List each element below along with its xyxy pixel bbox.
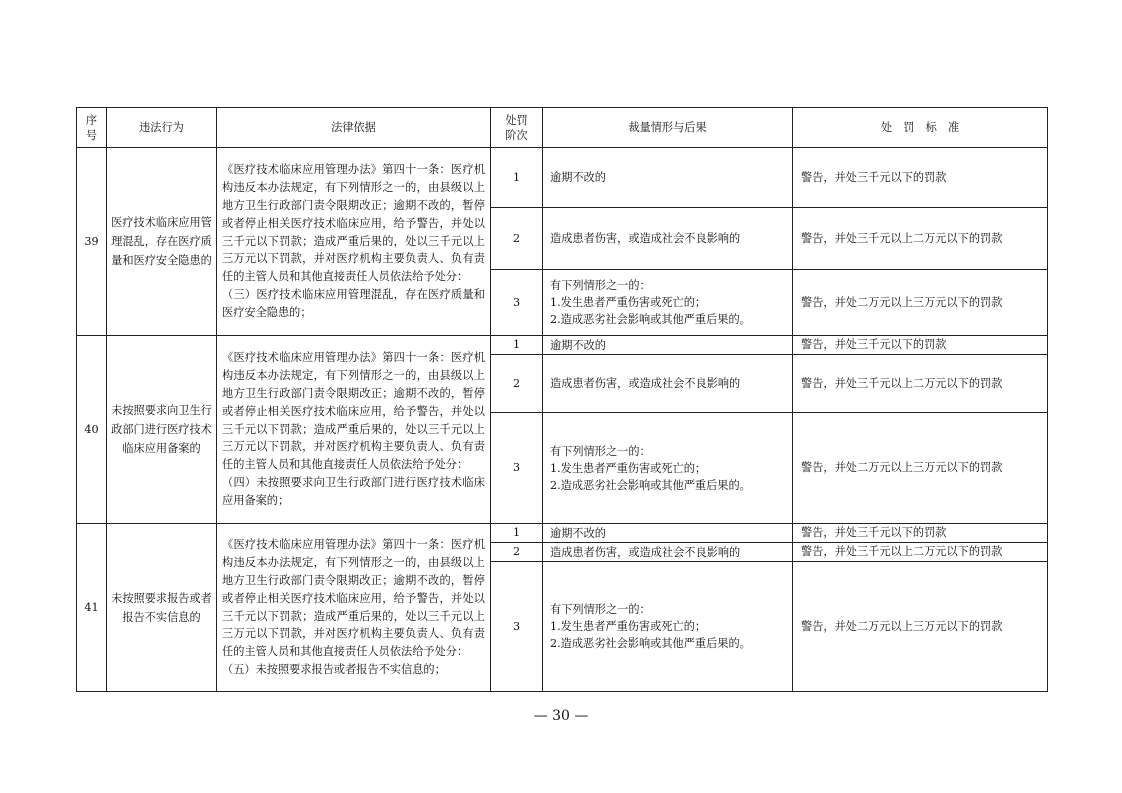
row-penalty: 警告，并处三千元以下的罚款 bbox=[793, 148, 1048, 208]
penalty-table bbox=[76, 107, 1048, 692]
law-item: （五）未按照要求报告或者报告不实信息的； bbox=[222, 662, 446, 676]
row-circumstance bbox=[543, 270, 793, 336]
header-stage: 处罚阶次 bbox=[491, 108, 543, 148]
law-text: 《医疗技术临床应用管理办法》第四十一条：医疗机构违反本办法规定，有下列情形之一的，由县级以上地方卫生行政部门责令限期改正；逾期不改的，暂停或者停止相关医疗技术临床应用，给予警告，并处以三千元以下罚款；造成严重后果的，处以三千元以上三万元以下罚款，并对医疗机构主要负责人、负有责任的主管人员和其他直接责任人员依法给予处分： bbox=[222, 351, 485, 472]
row-stage: 1 bbox=[491, 524, 543, 543]
row-circumstance bbox=[543, 413, 793, 524]
row-circumstance bbox=[543, 336, 793, 355]
circumstance-line: 1.发生患者严重伤害或死亡的； bbox=[550, 620, 707, 633]
row-penalty: 警告，并处二万元以上三万元以下的罚款 bbox=[793, 413, 1048, 524]
row-law bbox=[217, 524, 491, 692]
row-stage: 3 bbox=[491, 413, 543, 524]
table-row bbox=[77, 148, 1048, 208]
header-law: 法律依据 bbox=[217, 108, 491, 148]
row-behavior: 未按照要求报告或者报告不实信息的 bbox=[107, 524, 217, 692]
circumstance-line: 2.造成恶劣社会影响或其他严重后果的。 bbox=[550, 478, 751, 492]
row-penalty: 警告，并处三千元以下的罚款 bbox=[793, 336, 1048, 355]
circumstance-line: 有下列情形之一的： bbox=[550, 279, 651, 292]
row-law bbox=[217, 336, 491, 524]
page-number: — 30 — bbox=[533, 708, 589, 724]
header-behavior: 违法行为 bbox=[107, 108, 217, 148]
row-penalty: 警告，并处三千元以上二万元以下的罚款 bbox=[793, 208, 1048, 270]
circumstance-line: 逾期不改的 bbox=[550, 171, 606, 184]
row-behavior: 未按照要求向卫生行政部门进行医疗技术临床应用备案的 bbox=[107, 336, 217, 524]
row-stage: 3 bbox=[491, 270, 543, 336]
row-circumstance bbox=[543, 355, 793, 413]
row-penalty: 警告，并处二万元以上三万元以下的罚款 bbox=[793, 270, 1048, 336]
table-row bbox=[77, 524, 1048, 543]
row-stage: 3 bbox=[491, 562, 543, 692]
row-seq: 39 bbox=[77, 148, 107, 336]
row-stage: 1 bbox=[491, 148, 543, 208]
table-row bbox=[77, 336, 1048, 355]
header-seq: 序号 bbox=[77, 108, 107, 148]
circumstance-line: 逾期不改的 bbox=[550, 338, 606, 352]
row-penalty: 警告，并处三千元以上二万元以下的罚款 bbox=[793, 355, 1048, 413]
row-circumstance bbox=[543, 208, 793, 270]
header-circumstance: 裁量情形与后果 bbox=[543, 108, 793, 148]
circumstance-line: 2.造成恶劣社会影响或其他严重后果的。 bbox=[550, 637, 751, 650]
row-circumstance bbox=[543, 562, 793, 692]
circumstance-line: 1.发生患者严重伤害或死亡的； bbox=[550, 296, 707, 309]
row-stage: 2 bbox=[491, 355, 543, 413]
law-item: （四）未按照要求向卫生行政部门进行医疗技术临床应用备案的； bbox=[222, 475, 485, 507]
row-seq: 41 bbox=[77, 524, 107, 692]
circumstance-line: 有下列情形之一的： bbox=[550, 444, 651, 458]
law-item: （三）医疗技术临床应用管理混乱，存在医疗质量和医疗安全隐患的； bbox=[222, 287, 485, 319]
circumstance-line: 造成患者伤害，或造成社会不良影响的 bbox=[550, 232, 741, 245]
row-stage: 2 bbox=[491, 208, 543, 270]
circumstance-line: 逾期不改的 bbox=[550, 526, 606, 540]
header-row bbox=[77, 108, 1048, 148]
circumstance-line: 造成患者伤害，或造成社会不良影响的 bbox=[550, 545, 741, 559]
row-stage: 1 bbox=[491, 336, 543, 355]
row-penalty: 警告，并处三千元以上二万元以下的罚款 bbox=[793, 543, 1048, 562]
header-penalty: 处 罚 标 准 bbox=[793, 108, 1048, 148]
row-circumstance bbox=[543, 543, 793, 562]
circumstance-line: 2.造成恶劣社会影响或其他严重后果的。 bbox=[550, 313, 751, 326]
row-behavior: 医疗技术临床应用管理混乱，存在医疗质量和医疗安全隐患的 bbox=[107, 148, 217, 336]
law-text: 《医疗技术临床应用管理办法》第四十一条：医疗机构违反本办法规定，有下列情形之一的，由县级以上地方卫生行政部门责令限期改正；逾期不改的，暂停或者停止相关医疗技术临床应用，给予警告，并处以三千元以下罚款；造成严重后果的，处以三千元以上三万元以下罚款，并对医疗机构主要负责人、负有责任的主管人员和其他直接责任人员依法给予处分： bbox=[222, 163, 485, 284]
row-penalty: 警告，并处二万元以上三万元以下的罚款 bbox=[793, 562, 1048, 692]
row-law bbox=[217, 148, 491, 336]
row-stage: 2 bbox=[491, 543, 543, 562]
circumstance-line: 有下列情形之一的： bbox=[550, 603, 651, 616]
row-circumstance bbox=[543, 148, 793, 208]
law-text: 《医疗技术临床应用管理办法》第四十一条：医疗机构违反本办法规定，有下列情形之一的，由县级以上地方卫生行政部门责令限期改正；逾期不改的，暂停或者停止相关医疗技术临床应用，给予警告，并处以三千元以下罚款；造成严重后果的，处以三千元以上三万元以下罚款，并对医疗机构主要负责人、负有责任的主管人员和其他直接责任人员依法给予处分： bbox=[222, 538, 485, 659]
row-seq: 40 bbox=[77, 336, 107, 524]
circumstance-line: 1.发生患者严重伤害或死亡的； bbox=[550, 461, 707, 475]
row-penalty: 警告，并处三千元以下的罚款 bbox=[793, 524, 1048, 543]
circumstance-line: 造成患者伤害，或造成社会不良影响的 bbox=[550, 377, 741, 390]
row-circumstance bbox=[543, 524, 793, 543]
